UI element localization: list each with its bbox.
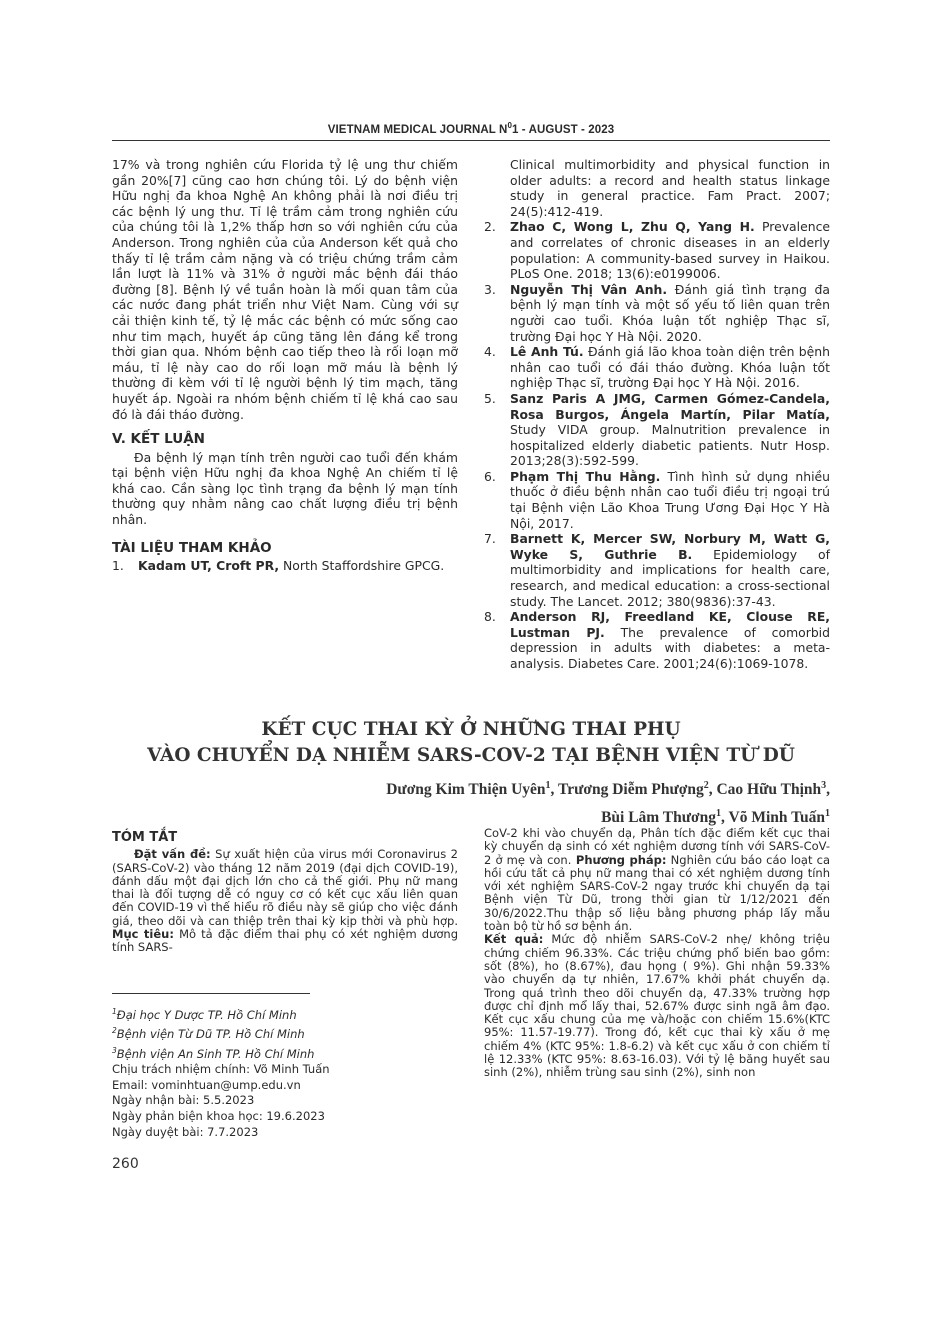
reference-authors: Anderson RJ, Freedland KE, Clouse RE, Lustman PJ. xyxy=(510,609,830,640)
reference-item xyxy=(484,391,830,469)
reference-item xyxy=(484,531,830,609)
affiliation-text: Bệnh viện Từ Dũ TP. Hồ Chí Minh xyxy=(116,1027,305,1042)
author-separator: , xyxy=(721,809,729,827)
abstract-text: CoV-2 khi vào chuyển dạ, Phân tích đặc điểm kết cục thai kỳ chuyển dạ sinh có xét nghiệm dương tính với SARS-CoV-2 ở mẹ và con. xyxy=(484,826,830,867)
reference-text: Tình hình sử dụng nhiều thuốc ở điều bệnh nhân cao tuổi điều trị ngoại trú tại Bệnh viện Lão Khoa Trung Ương Đại Học Y Hà Nội, 2017. xyxy=(510,468,830,531)
abstract-paragraph xyxy=(112,848,458,954)
abstract-label-results: Kết quả: xyxy=(484,932,544,947)
reference-number: 3. xyxy=(484,281,496,297)
reference-number: 6. xyxy=(484,468,496,484)
reference-authors: Zhao C, Wong L, Zhu Q, Yang H. xyxy=(510,219,755,235)
prev-article-left-column xyxy=(112,157,458,574)
article-title xyxy=(112,717,830,769)
page-number: 260 xyxy=(112,1156,139,1172)
reference-item xyxy=(484,344,830,391)
journal-header xyxy=(112,121,830,141)
author-affiliation-mark: 3 xyxy=(821,780,827,791)
reference-continuation xyxy=(484,157,830,219)
reference-text: Study VIDA group. Malnutrition prevalence in hospitalized elderly diabetic patients. Nutr Hosp. 2013;28(3):592-599. xyxy=(510,422,830,469)
reference-authors: Phạm Thị Thu Hằng. xyxy=(510,468,661,484)
abstract-label-methods: Phương pháp: xyxy=(571,852,667,867)
prev-article-right-column xyxy=(484,157,830,672)
abstract-right-column xyxy=(484,827,830,1080)
conclusion-heading: V. KẾT LUẬN xyxy=(112,431,205,448)
abstract-label-objective: Mục tiêu: xyxy=(112,927,174,942)
footnotes xyxy=(112,1004,458,1140)
reference-text: Clinical multimorbidity and physical function in older adults: a record and health status linkage study in general practice. Fam Pract. 2007; 24(5):412-419. xyxy=(510,157,830,219)
email-line: Email: vominhtuan@ump.edu.vn xyxy=(112,1077,301,1092)
footnote-divider xyxy=(112,993,310,994)
author-affiliation-mark: 2 xyxy=(703,780,709,791)
article-title-line: KẾT CỤC THAI KỲ Ở NHỮNG THAI PHỤ xyxy=(261,719,681,740)
reference-item xyxy=(112,558,458,574)
reference-item xyxy=(484,282,830,344)
reference-text: The prevalence of comorbid depression in adults with diabetes: a meta-analysis. Diabetes Care. 2001;24(6):1069-1078. xyxy=(510,624,830,671)
abstract-text: Sự xuất hiện của virus mới Coronavirus 2 (SARS-CoV-2) vào tháng 12 năm 2019 (đại dịch COVID-19), đánh dấu một đại dịch lớn cho cả thế giới. Phụ nữ mang thai là đối tượng dễ có nguy cơ có kết cục xấu liên quan đến COVID-19 vì thế hiểu rõ điều này sẽ giúp cho việc đánh giá, theo dõi và can thiệp trên thai kỳ kịp thời và phù hợp. xyxy=(112,847,459,928)
author-separator: , xyxy=(826,781,830,799)
author-name: Trương Diễm Phượng xyxy=(558,781,704,799)
corresponding-author: Chịu trách nhiệm chính: Võ Minh Tuấn xyxy=(112,1062,330,1077)
affiliation-text: Bệnh viện An Sinh TP. Hồ Chí Minh xyxy=(116,1046,315,1061)
reference-authors: Barnett K, Mercer SW, Norbury M, Watt G, Wyke S, Guthrie B. xyxy=(510,531,830,562)
review-date: Ngày phản biện khoa học: 19.6.2023 xyxy=(112,1109,325,1124)
reference-authors: Sanz Paris A JMG, Carmen Gómez-Candela, Rosa Burgos, Ángela Martín, Pilar Matía, xyxy=(510,390,830,422)
affiliation-line xyxy=(112,1004,458,1023)
journal-header-issue: 1 - AUGUST - 2023 xyxy=(512,123,615,136)
authors-line xyxy=(230,774,830,802)
affiliation-line xyxy=(112,1043,458,1062)
reference-text: Epidemiology of multimorbidity and implications for health care, research, and medical education: a cross-sectional study. The Lancet. 2012; 380(9836):37-43. xyxy=(510,546,830,609)
reference-number: 8. xyxy=(484,609,496,625)
reference-authors: Nguyễn Thị Vân Anh. xyxy=(510,281,668,297)
affiliation-mark: 2 xyxy=(112,1026,117,1036)
author-affiliation-mark: 1 xyxy=(825,808,830,820)
reference-number: 5. xyxy=(484,390,496,406)
reference-text: Prevalence and correlates of chronic diseases in an elderly population: A community-based survey in Haikou. PLoS One. 2018; 13(6):e0199006. xyxy=(510,219,830,282)
reference-item xyxy=(484,609,830,671)
reference-number: 7. xyxy=(484,531,496,547)
abstract-label-background: Đặt vấn đề: xyxy=(134,847,211,862)
abstract-text: Mô tả đặc điểm thai phụ có xét nghiệm dương tính SARS- xyxy=(112,927,458,955)
author-name: Bùi Lâm Thương xyxy=(601,809,717,827)
references-heading: TÀI LIỆU THAM KHẢO xyxy=(112,539,272,556)
article-authors xyxy=(230,774,830,830)
affiliation-text: Đại học Y Dược TP. Hồ Chí Minh xyxy=(116,1007,297,1022)
author-separator: , xyxy=(708,781,717,799)
affiliation-mark: 3 xyxy=(112,1045,117,1055)
reference-number: 4. xyxy=(484,344,496,360)
reference-item xyxy=(484,469,830,531)
affiliation-mark: 1 xyxy=(112,1007,117,1016)
received-date: Ngày nhận bài: 5.5.2023 xyxy=(112,1093,255,1108)
accepted-date: Ngày duyệt bài: 7.7.2023 xyxy=(112,1124,259,1139)
reference-item xyxy=(484,219,830,281)
journal-header-text: VIETNAM MEDICAL JOURNAL N xyxy=(327,123,508,136)
reference-authors: Kadam UT, Croft PR, xyxy=(138,558,280,574)
reference-text: Đánh giá tình trạng đa bệnh lý mạn tính và một số yếu tố liên quan trên người cao tuổi. Khóa luận tốt nghiệp Thạc sĩ, trường Đại học Y Hà Nội. 2020. xyxy=(510,281,830,344)
affiliation-line xyxy=(112,1023,458,1042)
journal-header-sup: 0 xyxy=(507,121,512,130)
conclusion-paragraph: Đa bệnh lý mạn tính trên người cao tuổi đến khám tại bệnh viện Hữu nghị đa khoa Nghệ An chiếm tỉ lệ khá cao. Cần sàng lọc tình trạng đa bệnh lý mạn tính thường quy nhằm nâng cao chất lượng điều trị bệnh nhân. xyxy=(112,449,458,528)
reference-authors: Lê Anh Tú. xyxy=(510,344,584,360)
author-name: Võ Minh Tuấn xyxy=(728,809,825,827)
abstract-heading: TÓM TẮT xyxy=(112,830,178,845)
reference-text: Đánh giá lão khoa toàn diện trên bệnh nhân cao tuổi có đái tháo đường. Khóa luận tốt nghiệp Thạc sĩ, trường Đại học Y Hà Nội. 2016. xyxy=(510,344,830,391)
author-name: Cao Hữu Thịnh xyxy=(716,781,822,799)
discussion-paragraph: 17% và trong nghiên cứu Florida tỷ lệ ung thư chiếm gần 20%[7] cũng cao hơn chúng tôi. Lý do bệnh viện Hữu nghị đa khoa Nghệ An không phải là nơi điều trị các bệnh lý ung thư. Tỉ lệ trầm cảm trong nghiên cứu của chúng tôi là 1,2% thấp hơn so với nghiên cứu của Anderson. Trong nghiên của của Anderson kết quả cho thấy tỉ lệ trầm cảm nặng và có triệu chứng trầm cảm lần lượt là 11% và 31% ở người mắc bệnh đái tháo đường [8]. Bệnh lý về tuần hoàn là mối quan tâm của các nước đang phát triển như Việt Nam. Cùng với sự cải thiện kinh tế, tỷ lệ mắc các bệnh có mức sống cao như tim mạch, huyết áp cũng tăng lên đáng kể trong thời gian qua. Nhóm bệnh cao tiếp theo là rối loạn mỡ máu, tỉ lệ này cao do rối loạn mỡ máu là bệnh lý thường đi kèm với tỉ lệ người bệnh lý tim mạch, tăng huyết áp. Ngoài ra nhóm bệnh chiếm tỉ lệ khá cao sau đó là đái tháo đường. xyxy=(112,157,458,422)
reference-number: 2. xyxy=(484,219,496,235)
abstract-paragraph xyxy=(484,827,830,933)
author-affiliation-mark: 1 xyxy=(545,780,551,791)
abstract-left-column xyxy=(112,831,458,955)
author-separator: , xyxy=(550,781,558,799)
abstract-text: Mức độ nhiễm SARS-CoV-2 nhẹ/ không triệu chứng chiếm 96.33%. Các triệu chứng phổ biến bao gồm: sốt (8%), ho (8.67%), đau họng ( 9%). Ghi nhận 59.33% vào chuyển dạ tự nhiên, 17.67% khởi phát chuyển dạ. Trong quá trình theo dõi chuyển dạ, 47.33% trường hợp được chỉ định mổ lấy thai, 52.67% được sinh ngã âm đạo. Kết cục xấu chung của mẹ và/hoặc con chiếm 15.6%(KTC 95%: 11.57-19.77). Trong đó, kết cục thai kỳ xấu ở mẹ chiếm 4% (KTC 95%: 1.8-6.2) và kết cục xấu ở con chiếm tỉ lệ 12.33% (KTC 95%: 8.63-16.03). Với tỷ lệ băng huyết sau sinh (2%), nhiễm trùng sau sinh (2%), sinh non xyxy=(484,932,830,1080)
abstract-paragraph xyxy=(484,933,830,1079)
reference-text: North Staffordshire GPCG. xyxy=(279,558,445,574)
author-affiliation-mark: 1 xyxy=(716,808,722,820)
reference-number: 1. xyxy=(112,558,124,574)
author-name: Dương Kim Thiện Uyên xyxy=(386,781,546,799)
abstract-text: Nghiên cứu báo cáo loạt ca hồi cứu tất cả phụ nữ mang thai có xét nghiệm dương tính với xét nghiệm SARS-CoV-2 ngay trước khi chuyển dạ tại Bệnh viện Từ Dũ, trong thời gian từ 1/12/2021 đến 30/6/2022.Thu thập số liệu bằng phương pháp lấy mẫu toàn bộ từ hồ sơ bệnh án. xyxy=(484,852,830,934)
article-title-line: VÀO CHUYỂN DẠ NHIỄM SARS-COV-2 TẠI BỆNH VIỆN TỪ DŨ xyxy=(147,745,795,766)
